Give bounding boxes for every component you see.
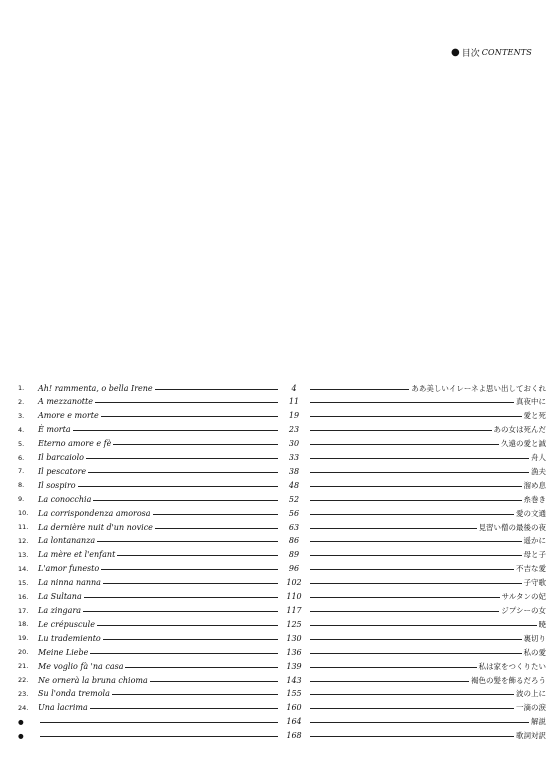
- entry-number: 16.: [18, 592, 29, 601]
- entry-page: 130: [286, 633, 302, 643]
- leader-line: [310, 444, 499, 445]
- leader-line: [97, 625, 278, 626]
- entry-title: Il barcaiolo: [38, 453, 84, 463]
- entry-page: 155: [286, 689, 302, 699]
- entry-page: 30: [288, 439, 300, 449]
- entry-title: La conocchia: [38, 494, 92, 504]
- toc-entry: [18, 410, 546, 422]
- entry-number: 15.: [18, 578, 29, 587]
- toc-entry: [18, 479, 546, 491]
- leader-line: [310, 500, 522, 501]
- contents-header: [451, 46, 532, 59]
- entry-title: Il sospiro: [38, 480, 76, 490]
- entry-jp-title: 歌詞対訳: [516, 731, 546, 741]
- entry-title: Amore e morte: [38, 411, 99, 421]
- toc-entry: [18, 438, 546, 450]
- leader-line: [310, 583, 522, 584]
- entry-jp-title: 裏切り: [523, 633, 546, 643]
- leader-line: [97, 541, 278, 542]
- leader-line: [103, 639, 278, 640]
- leader-line: [40, 736, 278, 737]
- entry-title: La zingara: [38, 606, 82, 615]
- entry-title: Ah! rammenta, o bella Irene: [38, 383, 153, 393]
- entry-jp-title: 私の愛: [523, 647, 546, 657]
- leader-line: [310, 555, 522, 556]
- entry-page: 139: [286, 661, 302, 671]
- leader-line: [310, 416, 522, 417]
- entry-number: 24.: [18, 703, 29, 712]
- leader-line: [310, 486, 522, 487]
- leader-line: [103, 583, 278, 584]
- toc-entry: [18, 730, 546, 742]
- leader-line: [84, 597, 278, 598]
- entry-number: 12.: [18, 536, 29, 545]
- toc-entry: [18, 674, 546, 686]
- header-en: CONTENTS: [481, 48, 532, 57]
- toc-entry: [18, 618, 546, 630]
- entry-page: 19: [288, 411, 300, 421]
- leader-line: [310, 694, 514, 695]
- leader-line: [90, 708, 278, 709]
- entry-jp-title: 暁: [538, 619, 546, 629]
- leader-line: [112, 694, 278, 695]
- entry-title: Il pescatore: [38, 466, 87, 476]
- leader-line: [310, 541, 522, 542]
- toc-entry: [18, 521, 546, 533]
- entry-number: 13.: [18, 550, 29, 559]
- entry-title: Eterno amore e fè: [38, 439, 112, 449]
- entry-jp-title: 愛の文通: [516, 508, 546, 518]
- entry-jp-title: 糸巻き: [523, 494, 546, 504]
- entry-page: 110: [286, 592, 302, 602]
- entry-jp-title: 漁夫: [531, 466, 546, 476]
- entry-page: 33: [288, 453, 300, 463]
- entry-page: 125: [286, 619, 302, 629]
- entry-jp-title: ジプシーの女: [501, 606, 546, 615]
- toc-entry: [18, 535, 546, 547]
- entry-jp-title: あの女は死んだ: [493, 425, 546, 435]
- entry-title: È morta: [38, 425, 71, 435]
- entry-number: 10.: [18, 509, 29, 518]
- entry-number: 23.: [18, 689, 29, 698]
- leader-line: [117, 555, 278, 556]
- leader-line: [310, 389, 409, 390]
- leader-line: [310, 472, 529, 473]
- entry-page: 89: [288, 550, 300, 560]
- leader-line: [73, 430, 278, 431]
- leader-line: [310, 625, 537, 626]
- entry-title: La Sultana: [38, 592, 82, 602]
- entry-number: 9.: [18, 495, 25, 504]
- entry-jp-title: 母と子: [523, 550, 546, 560]
- entry-page: 86: [288, 536, 300, 546]
- entry-page: 23: [288, 425, 300, 435]
- entry-page: 52: [288, 494, 300, 504]
- leader-line: [310, 611, 499, 612]
- entry-title: Ne ornerà la bruna chioma: [38, 675, 148, 685]
- entry-title: A mezzanotte: [38, 397, 93, 407]
- entry-number: 8.: [18, 481, 25, 490]
- leader-line: [93, 500, 278, 501]
- entry-title: La ninna nanna: [38, 578, 101, 588]
- leader-line: [310, 639, 522, 640]
- entry-number: 19.: [18, 634, 29, 643]
- entry-page: 4: [291, 383, 297, 393]
- entry-number: 5.: [18, 439, 25, 448]
- leader-line: [310, 569, 514, 570]
- leader-line: [310, 681, 469, 682]
- entry-title: Su l'onda tremola: [38, 689, 110, 699]
- header-jp: 目次: [461, 49, 480, 59]
- toc-entry: [18, 702, 546, 714]
- entry-jp-title: 不吉な愛: [516, 564, 546, 574]
- entry-page: 11: [288, 397, 300, 407]
- entry-jp-title: 私は家をつくりたい: [478, 661, 546, 671]
- entry-title: La corrispondenza amorosa: [38, 508, 151, 518]
- leader-line: [153, 514, 278, 515]
- leader-line: [113, 444, 278, 445]
- entry-number: ●: [18, 717, 24, 726]
- entry-page: 160: [286, 703, 302, 713]
- toc-entry: [18, 632, 546, 644]
- entry-jp-title: 舟人: [531, 453, 546, 463]
- entry-title: La dernière nuit d'un novice: [38, 522, 153, 532]
- leader-line: [101, 416, 278, 417]
- leader-line: [310, 514, 514, 515]
- entry-number: 3.: [18, 411, 25, 420]
- leader-line: [310, 402, 514, 403]
- entry-page: 48: [288, 480, 300, 490]
- leader-line: [310, 708, 514, 709]
- entry-jp-title: 子守歌: [523, 578, 546, 588]
- entry-page: 168: [286, 731, 302, 741]
- toc-entry: [18, 493, 546, 505]
- entry-page: 38: [288, 466, 300, 476]
- entry-number: 11.: [18, 523, 29, 532]
- leader-line: [310, 430, 492, 431]
- entry-number: 21.: [18, 662, 29, 671]
- entry-title: Una lacrima: [38, 703, 88, 713]
- entry-number: ●: [18, 731, 24, 740]
- entry-page: 164: [286, 717, 302, 727]
- entry-number: 14.: [18, 564, 29, 573]
- entry-jp-title: 波の上に: [516, 689, 546, 699]
- entry-page: 102: [286, 578, 302, 588]
- toc-entry: [18, 465, 546, 477]
- leader-line: [310, 458, 529, 459]
- leader-line: [310, 722, 529, 723]
- entry-title: La mère et l'enfant: [38, 550, 116, 560]
- leader-line: [78, 486, 278, 487]
- entry-page: 143: [286, 675, 302, 685]
- entry-page: 96: [288, 564, 300, 574]
- entry-page: 136: [286, 647, 302, 657]
- toc-entry: [18, 396, 546, 408]
- toc-entry: [18, 688, 546, 700]
- entry-number: 1.: [18, 384, 25, 392]
- leader-line: [86, 458, 278, 459]
- toc-entry: [18, 452, 546, 464]
- leader-line: [310, 528, 477, 529]
- toc-entry: [18, 549, 546, 561]
- entry-number: 4.: [18, 425, 25, 434]
- table-of-contents: [18, 382, 546, 742]
- entry-page: 56: [288, 508, 300, 518]
- entry-number: 18.: [18, 620, 29, 629]
- entry-number: 20.: [18, 648, 29, 657]
- leader-line: [310, 667, 477, 668]
- entry-jp-title: サルタンの妃: [501, 592, 546, 602]
- entry-number: 22.: [18, 676, 29, 685]
- leader-line: [150, 681, 278, 682]
- entry-number: 17.: [18, 606, 29, 615]
- toc-entry: [18, 577, 546, 589]
- leader-line: [101, 569, 278, 570]
- entry-jp-title: 一滴の涙: [516, 703, 546, 713]
- leader-line: [88, 472, 278, 473]
- toc-entry: [18, 716, 546, 728]
- entry-title: La lontananza: [38, 536, 96, 546]
- leader-line: [310, 653, 522, 654]
- leader-line: [310, 597, 500, 598]
- entry-jp-title: 遥かに: [523, 536, 546, 546]
- toc-entry: [18, 424, 546, 436]
- bullet-icon: ●: [450, 47, 460, 58]
- leader-line: [95, 402, 278, 403]
- leader-line: [155, 389, 278, 390]
- toc-entry: [18, 646, 546, 658]
- entry-title: Meine Liebe: [38, 647, 89, 657]
- entry-title: Le crépuscule: [38, 619, 95, 629]
- toc-entry: [18, 563, 546, 575]
- leader-line: [155, 528, 278, 529]
- toc-entry: [18, 605, 546, 617]
- leader-line: [310, 736, 514, 737]
- entry-number: 7.: [18, 467, 25, 476]
- entry-title: Me voglio fà 'na casa: [38, 661, 124, 671]
- entry-page: 63: [288, 522, 300, 532]
- leader-line: [90, 653, 278, 654]
- leader-line: [40, 722, 278, 723]
- entry-title: Lu trademiento: [38, 633, 101, 643]
- entry-jp-title: 褐色の髪を飾るだろう: [471, 675, 546, 685]
- entry-jp-title: 見習い僧の最後の夜: [478, 522, 546, 532]
- entry-jp-title: 真夜中に: [516, 397, 546, 407]
- entry-jp-title: 解説: [531, 717, 546, 727]
- entry-jp-title: 久遠の愛と誠: [501, 439, 546, 449]
- entry-title: L'amor funesto: [38, 564, 100, 574]
- entry-jp-title: ああ美しいイレーネよ思い出しておくれ: [411, 383, 546, 393]
- leader-line: [125, 667, 278, 668]
- toc-entry: [18, 660, 546, 672]
- entry-number: 2.: [18, 397, 25, 406]
- toc-entry: [18, 382, 546, 394]
- toc-entry: [18, 591, 546, 603]
- entry-page: 117: [286, 606, 302, 615]
- leader-line: [83, 611, 278, 612]
- entry-jp-title: 愛と死: [523, 411, 546, 421]
- entry-jp-title: 溜め息: [523, 480, 546, 490]
- entry-number: 6.: [18, 453, 25, 462]
- toc-entry: [18, 507, 546, 519]
